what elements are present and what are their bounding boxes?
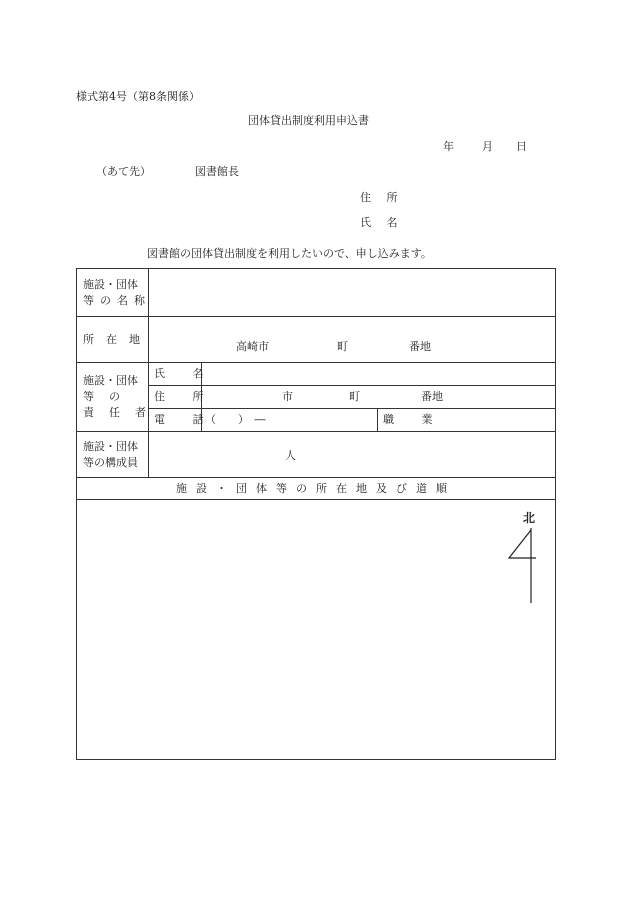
- responsible-label-line1: 施設・団体: [83, 374, 138, 387]
- responsible-address-town: 町: [349, 390, 360, 403]
- row-divider: [148, 385, 556, 386]
- responsible-label-line2: 等の: [83, 390, 135, 403]
- intro-text: 図書館の団体貸出制度を利用したいので、申し込みます。: [147, 247, 432, 260]
- responsible-address-label: 住 所: [154, 390, 216, 403]
- responsible-occupation-label: 職 業: [383, 413, 445, 426]
- date-month-label: 月: [482, 140, 493, 153]
- applicant-address-label: 住 所: [360, 191, 404, 204]
- responsible-name-field[interactable]: [205, 366, 551, 384]
- applicant-name-label: 氏 名: [360, 216, 404, 229]
- directions-map-area[interactable]: [78, 501, 554, 758]
- addressee: 図書館長: [195, 165, 239, 178]
- north-label: 北: [523, 511, 536, 525]
- column-divider: [377, 408, 378, 431]
- responsible-phone-label: 電 話: [154, 413, 216, 426]
- addressee-label: （あて先）: [96, 165, 151, 178]
- row-divider: [76, 499, 556, 500]
- members-label-line2: 等の構成員: [83, 456, 138, 469]
- north-arrow-icon: [505, 526, 543, 606]
- members-unit: 人: [285, 449, 296, 462]
- date-day-label: 日: [516, 140, 527, 153]
- form-number: 様式第4号（第8条関係）: [76, 90, 200, 103]
- responsible-phone-format: （ ） ―: [205, 413, 266, 426]
- date-year-label: 年: [443, 140, 454, 153]
- facility-name-label-line2: 等の名称: [83, 294, 151, 307]
- row-divider: [148, 408, 556, 409]
- responsible-address-city: 市: [282, 390, 293, 403]
- directions-title: 施設・団体等の所在地及び道順: [176, 482, 456, 495]
- location-lot: 番地: [409, 340, 431, 353]
- members-label-line1: 施設・団体: [83, 440, 138, 453]
- responsible-address-lot: 番地: [421, 390, 443, 403]
- form-title: 団体貸出制度利用申込書: [248, 114, 369, 127]
- location-city: 高崎市: [236, 340, 269, 353]
- responsible-label-line3: 責任者: [83, 406, 161, 419]
- facility-name-label-line1: 施設・団体: [83, 278, 138, 291]
- location-label: 所在地: [83, 333, 152, 346]
- location-town: 町: [337, 340, 348, 353]
- facility-name-field[interactable]: [152, 272, 552, 312]
- responsible-name-label: 氏 名: [154, 367, 216, 380]
- row-divider: [76, 477, 556, 478]
